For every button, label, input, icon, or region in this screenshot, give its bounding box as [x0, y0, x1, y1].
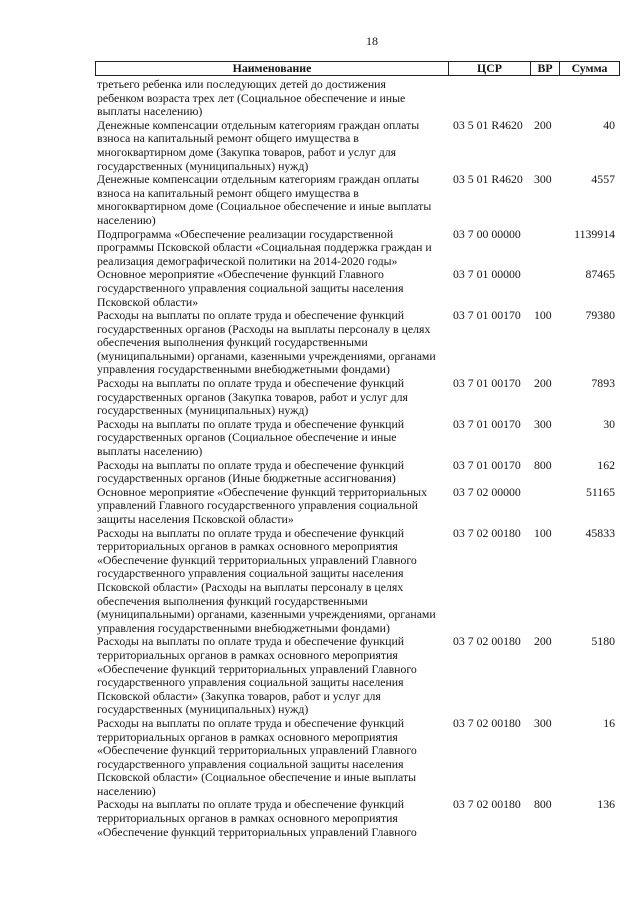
- row-name-line: государственного управления социальной защиты населения: [97, 675, 404, 690]
- row-csr: 03 7 02 00180: [453, 634, 521, 649]
- page-number: 18: [366, 34, 378, 48]
- row-csr: 03 7 01 00170: [453, 308, 521, 323]
- table-row: [95, 418, 620, 459]
- row-name: [95, 635, 447, 717]
- row-name-line: реализация демографической политики на 2014-2020 годы»: [97, 253, 398, 268]
- row-sum: 5180: [591, 634, 615, 649]
- row-vr: 300: [534, 715, 552, 730]
- row-sum: 30: [603, 416, 615, 431]
- row-name-line: Расходы на выплаты по оплате труда и обеспечение функций: [97, 457, 405, 472]
- row-name-line: государственного управления социальной защиты населения: [97, 280, 404, 295]
- row-name-line: обеспечения выполнения функций государственными: [97, 335, 368, 350]
- row-name-line: управления государственными внебюджетными фондами): [97, 620, 390, 635]
- row-name: [95, 459, 447, 486]
- row-name: [95, 78, 447, 119]
- row-name: [95, 418, 447, 459]
- row-sum: 162: [597, 457, 615, 472]
- row-name-line: Основное мероприятие «Обеспечение функций Главного: [97, 267, 384, 282]
- row-name-line: государственных органов (Расходы на выплаты персоналу в целях: [97, 321, 431, 336]
- table-row: [95, 486, 620, 527]
- row-name-line: государственных (муниципальных) нужд): [97, 158, 309, 173]
- row-name: [95, 798, 447, 839]
- table-row: [95, 78, 620, 119]
- row-name-line: территориальных органов в рамках основного мероприятия: [97, 811, 398, 826]
- row-csr: 03 7 01 00170: [453, 416, 521, 431]
- row-name-line: государственных органов (Закупка товаров, работ и услуг для: [97, 389, 408, 404]
- row-vr: 200: [534, 634, 552, 649]
- row-name-line: управления государственными внебюджетными фондами): [97, 362, 390, 377]
- table-row: [95, 119, 620, 173]
- row-csr: 03 7 01 00170: [453, 376, 521, 391]
- row-name-line: Основное мероприятие «Обеспечение функций территориальных: [97, 484, 427, 499]
- row-name-line: многоквартирном доме (Социальное обеспечение и иные выплаты: [97, 199, 432, 214]
- row-name-line: (муниципальными) органами, казенными учреждениями, органами: [97, 348, 436, 363]
- row-vr: 200: [534, 376, 552, 391]
- row-sum: 1139914: [574, 226, 615, 241]
- row-name-line: Расходы на выплаты по оплате труда и обеспечение функций: [97, 416, 405, 431]
- row-name-line: Расходы на выплаты по оплате труда и обеспечение функций: [97, 376, 405, 391]
- row-name-line: государственного управления социальной защиты населения: [97, 566, 404, 581]
- row-name-line: Расходы на выплаты по оплате труда и обеспечение функций: [97, 797, 405, 812]
- row-name-line: «Обеспечение функций территориальных управлений Главного: [97, 743, 417, 758]
- table-body: [95, 76, 620, 839]
- row-vr: 200: [534, 117, 552, 132]
- row-name-line: Денежные компенсации отдельным категориям граждан оплаты: [97, 172, 420, 187]
- row-csr: 03 7 01 00000: [453, 267, 521, 282]
- table-header: [95, 61, 620, 76]
- row-name-line: Подпрограмма «Обеспечение реализации государственной: [97, 226, 394, 241]
- row-name-line: взноса на капитальный ремонт общего имущества в: [97, 131, 359, 146]
- row-name: [95, 377, 447, 418]
- table-row: [95, 459, 620, 486]
- row-name-line: населению): [97, 212, 156, 227]
- row-csr: 03 7 01 00170: [453, 457, 521, 472]
- table-row: [95, 173, 620, 227]
- row-name: [95, 268, 447, 309]
- row-csr: 03 7 02 00180: [453, 797, 521, 812]
- header-csr: ЦСР: [448, 62, 530, 75]
- row-sum: 40: [603, 117, 615, 132]
- row-name: [95, 717, 447, 799]
- row-name-line: взноса на капитальный ремонт общего имущества в: [97, 185, 359, 200]
- row-sum: 87465: [585, 267, 615, 282]
- row-name-line: Расходы на выплаты по оплате труда и обеспечение функций: [97, 634, 405, 649]
- row-name-line: Расходы на выплаты по оплате труда и обеспечение функций: [97, 715, 405, 730]
- budget-table: [95, 61, 620, 839]
- table-row: [95, 527, 620, 636]
- row-sum: 7893: [591, 376, 615, 391]
- row-name-line: Денежные компенсации отдельным категориям граждан оплаты: [97, 117, 420, 132]
- row-name-line: управлений Главного государственного управления социальной: [97, 498, 418, 513]
- row-name-line: государственных (муниципальных) нужд): [97, 403, 309, 418]
- row-vr: 100: [534, 525, 552, 540]
- row-name-line: защиты населения Псковской области»: [97, 512, 294, 526]
- row-csr: 03 5 01 R4620: [453, 172, 523, 187]
- row-name-line: государственных органов (Социальное обеспечение и иные: [97, 430, 397, 445]
- row-sum: 16: [603, 715, 615, 730]
- row-csr: 03 7 02 00180: [453, 525, 521, 540]
- row-sum: 79380: [585, 308, 615, 323]
- row-vr: 800: [534, 797, 552, 812]
- table-row: [95, 309, 620, 377]
- row-name-line: территориальных органов в рамках основного мероприятия: [97, 647, 398, 662]
- table-row: [95, 377, 620, 418]
- row-csr: 03 7 02 00000: [453, 484, 521, 499]
- row-name-line: Расходы на выплаты по оплате труда и обеспечение функций: [97, 308, 405, 323]
- row-name-line: многоквартирном доме (Закупка товаров, работ и услуг для: [97, 144, 397, 159]
- row-csr: 03 7 00 00000: [453, 226, 521, 241]
- row-name-line: государственного управления социальной защиты населения: [97, 756, 404, 771]
- table-row: [95, 798, 620, 839]
- row-name-line: обеспечения выполнения функций государственными: [97, 593, 368, 608]
- row-name-line: государственных органов (Иные бюджетные ассигнования): [97, 471, 396, 486]
- row-vr: 100: [534, 308, 552, 323]
- row-name-line: Псковской области» (Социальное обеспечение и иные выплаты: [97, 770, 417, 785]
- row-name: [95, 119, 447, 173]
- header-sum: Сумма: [559, 62, 619, 75]
- header-name: Наименование: [232, 61, 312, 75]
- row-sum: 4557: [591, 172, 615, 187]
- row-name-line: Псковской области»: [97, 294, 199, 309]
- row-name-line: выплаты населению): [97, 104, 203, 119]
- table-row: [95, 717, 620, 799]
- row-vr: 300: [534, 172, 552, 187]
- row-name-line: населению): [97, 783, 156, 798]
- row-name-line: государственных (муниципальных) нужд): [97, 702, 309, 717]
- row-name: [95, 527, 447, 636]
- row-name-line: территориальных органов в рамках основного мероприятия: [97, 729, 398, 744]
- row-name-line: ребенком возраста трех лет (Социальное обеспечение и иные: [97, 90, 406, 105]
- row-name: [95, 228, 447, 269]
- row-vr: 800: [534, 457, 552, 472]
- row-name: [95, 486, 447, 527]
- row-sum: 45833: [585, 525, 615, 540]
- row-name-line: Псковской области» (Закупка товаров, работ и услуг для: [97, 688, 381, 703]
- row-name: [95, 173, 447, 227]
- row-sum: 136: [597, 797, 615, 812]
- row-name-line: «Обеспечение функций территориальных управлений Главного: [97, 552, 417, 567]
- row-name-line: выплаты населению): [97, 444, 203, 459]
- header-vr: ВР: [530, 62, 559, 75]
- row-name-line: Расходы на выплаты по оплате труда и обеспечение функций: [97, 525, 405, 540]
- row-name-line: «Обеспечение функций территориальных управлений Главного: [97, 824, 417, 839]
- row-name-line: «Обеспечение функций территориальных управлений Главного: [97, 661, 417, 676]
- row-name-line: третьего ребенка или последующих детей до достижения: [97, 77, 386, 91]
- row-name-line: (муниципальными) органами, казенными учреждениями, органами: [97, 607, 436, 622]
- row-name-line: Псковской области» (Расходы на выплаты персоналу в целях: [97, 579, 404, 594]
- row-sum: 51165: [585, 484, 615, 499]
- row-csr: 03 7 02 00180: [453, 715, 521, 730]
- row-csr: 03 5 01 R4620: [453, 117, 523, 132]
- row-name-line: территориальных органов в рамках основного мероприятия: [97, 539, 398, 554]
- row-vr: 300: [534, 416, 552, 431]
- table-row: [95, 635, 620, 717]
- table-row: [95, 268, 620, 309]
- table-row: [95, 228, 620, 269]
- row-name: [95, 309, 447, 377]
- row-name-line: программы Псковской области «Социальная поддержка граждан и: [97, 240, 432, 255]
